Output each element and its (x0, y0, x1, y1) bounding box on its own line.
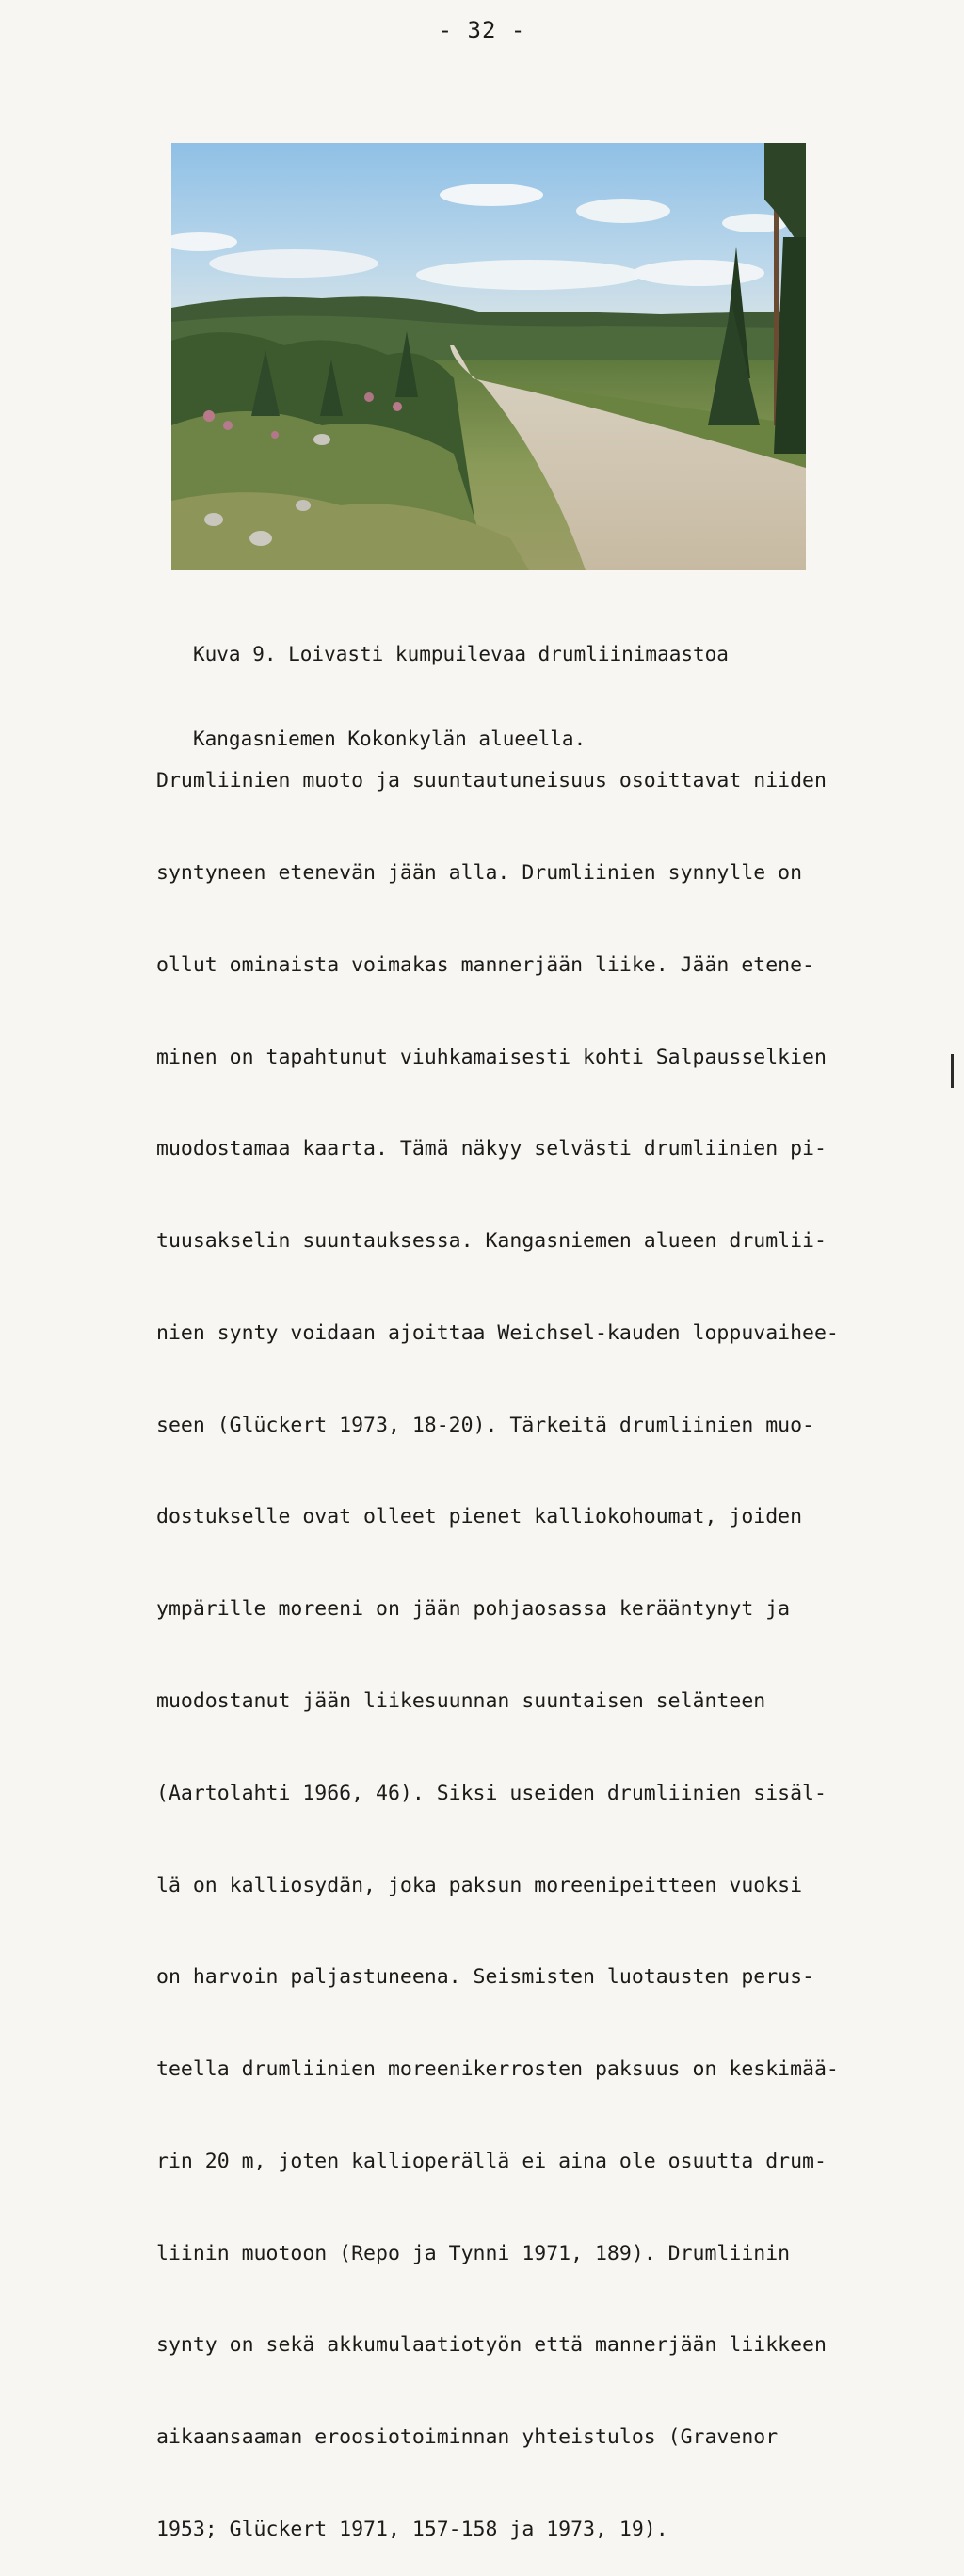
landscape-photo-road-forest-icon (171, 143, 806, 570)
body-line: tuusakselin suuntauksessa. Kangasniemen alueen drumlii- (156, 1229, 827, 1254)
body-line: (Aartolahti 1966, 46). Siksi useiden drumliinien sisäl- (156, 1781, 827, 1805)
body-line: minen on tapahtunut viuhkamaisesti kohti Salpausselkien (156, 1045, 827, 1069)
body-line: seen (Glückert 1973, 18-20). Tärkeitä drumliinien muo- (156, 1413, 814, 1437)
body-line: rin 20 m, joten kallioperällä ei aina ole osuutta drum- (156, 2149, 827, 2173)
body-paragraph (156, 705, 909, 2576)
body-line: syntyneen etenevän jään alla. Drumliinien synnylle on (156, 860, 803, 885)
margin-mark (951, 1054, 954, 1088)
body-line: Drumliinien muoto ja suuntautuneisuus osoittavat niiden (156, 769, 827, 793)
body-line: muodostamaa kaarta. Tämä näkyy selvästi drumliinien pi- (156, 1137, 827, 1161)
caption-line: Kuva 9. Loivasti kumpuilevaa drumliinimaastoa (193, 643, 729, 665)
body-line: nien synty voidaan ajoittaa Weichsel-kauden loppuvaihee- (156, 1320, 839, 1345)
body-line: liinin muotoon (Repo ja Tynni 1971, 189). Drumliinin (156, 2241, 791, 2265)
body-line: on harvoin paljastuneena. Seismisten luotausten perus- (156, 1965, 814, 1990)
landscape-photo (171, 143, 806, 570)
body-line: dostukselle ovat olleet pienet kalliokohoumat, joiden (156, 1505, 803, 1529)
caption-line: Kangasniemen Kokonkylän alueella. (193, 728, 586, 750)
body-line: synty on sekä akkumulaatiotyön että mannerjään liikkeen (156, 2333, 827, 2358)
body-line: 1953; Glückert 1971, 157-158 ja 1973, 19). (156, 2518, 668, 2542)
page-number: - 32 - (438, 17, 526, 43)
body-line: ympärille moreeni on jään pohjaosassa kerääntynyt ja (156, 1597, 791, 1622)
body-line: lä on kalliosydän, joka paksun moreenipeitteen vuoksi (156, 1873, 803, 1897)
body-line: ollut ominaista voimakas mannerjään liike. Jään etene- (156, 952, 814, 977)
body-line: aikaansaaman eroosiotoiminnan yhteistulos (Gravenor (156, 2425, 779, 2450)
body-line: teella drumliinien moreenikerrosten paksuus on keskimää- (156, 2057, 839, 2082)
body-line: muodostanut jään liikesuunnan suuntaisen selänteen (156, 1689, 766, 1713)
